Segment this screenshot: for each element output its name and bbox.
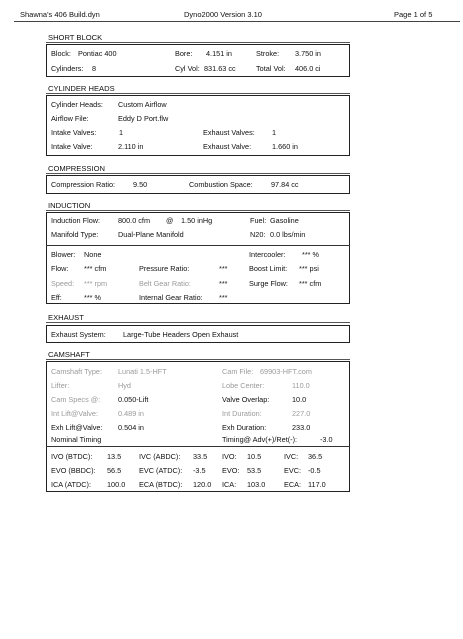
intake-valves-label: Intake Valves: xyxy=(51,128,97,137)
block-label: Block: xyxy=(51,49,71,58)
manifold-type-value: Dual-Plane Manifold xyxy=(118,230,184,239)
induction-rule xyxy=(46,210,350,211)
block-value: Pontiac 400 xyxy=(78,49,117,58)
ivo-btdc-value: 13.5 xyxy=(107,452,122,461)
internal-gear-ratio-value: *** xyxy=(219,293,228,302)
speed-label: Speed: xyxy=(51,279,75,288)
exh-duration-value: 233.0 xyxy=(292,423,311,432)
int-duration-value: 227.0 xyxy=(292,409,311,418)
lobe-center-label: Lobe Center: xyxy=(222,381,265,390)
evo-value: 53.5 xyxy=(247,466,262,475)
bore-value: 4.151 in xyxy=(206,49,232,58)
n2o-label: N20: xyxy=(250,230,266,239)
pressure-ratio-label: Pressure Ratio: xyxy=(139,264,190,273)
cam-file-label: Cam File: xyxy=(222,367,254,376)
exhaust-valves-value: 1 xyxy=(272,128,277,137)
valve-overlap-value: 10.0 xyxy=(292,395,307,404)
cam-specs-label: Cam Specs @: xyxy=(51,395,101,404)
fuel-label: Fuel: xyxy=(250,216,267,225)
cylinders-value: 8 xyxy=(92,64,97,73)
evo-bbdc-value: 56.5 xyxy=(107,466,122,475)
ivo-btdc-label: IVO (BTDC): xyxy=(51,452,93,461)
belt-gear-ratio-label: Belt Gear Ratio: xyxy=(139,279,191,288)
lobe-center-value: 110.0 xyxy=(292,381,310,390)
evc-label: EVC: xyxy=(284,466,302,475)
internal-gear-ratio-label: Internal Gear Ratio: xyxy=(139,293,203,302)
surge-flow-label: Surge Flow: xyxy=(249,279,288,288)
eca-btdc-value: 120.0 xyxy=(193,480,212,489)
surge-flow-value: *** cfm xyxy=(299,279,322,288)
ivc-abdc-label: IVC (ABDC): xyxy=(139,452,181,461)
eff-value: *** % xyxy=(84,293,102,302)
exh-duration-label: Exh Duration: xyxy=(222,423,267,432)
ivo-label: IVO: xyxy=(222,452,237,461)
at-sign: @ xyxy=(166,216,174,225)
ivc-value: 36.5 xyxy=(308,452,323,461)
ica-atdc-label: ICA (ATDC): xyxy=(51,480,91,489)
ivo-value: 10.5 xyxy=(247,452,262,461)
int-lift-label: Int Lift@Valve: xyxy=(51,409,99,418)
pressure-ratio-value: *** xyxy=(219,264,228,273)
compression-title: COMPRESSION xyxy=(48,164,105,173)
timing-adv-value: -3.0 xyxy=(320,435,333,444)
blower-flow-label: Flow: xyxy=(51,264,69,273)
exhaust-valves-label: Exhaust Valves: xyxy=(203,128,255,137)
intercooler-value: *** % xyxy=(302,250,320,259)
airflow-file-label: Airflow File: xyxy=(51,114,89,123)
camshaft-rule xyxy=(46,359,350,360)
intake-valves-value: 1 xyxy=(119,128,124,137)
evo-label: EVO: xyxy=(222,466,240,475)
compression-rule xyxy=(46,173,350,174)
ica-value: 103.0 xyxy=(247,480,266,489)
induction-pressure-value: 1.50 inHg xyxy=(181,216,213,225)
camshaft-type-value: Lunati 1.5-HFT xyxy=(118,367,167,376)
exhaust-title: EXHAUST xyxy=(48,313,84,322)
int-lift-value: 0.489 in xyxy=(118,409,144,418)
intake-valve-value: 2.110 in xyxy=(118,142,144,151)
heads-label: Cylinder Heads: xyxy=(51,100,103,109)
short-block-title: SHORT BLOCK xyxy=(48,33,103,42)
camshaft-type-label: Camshaft Type: xyxy=(51,367,102,376)
n2o-value: 0.0 lbs/min xyxy=(270,230,306,239)
compression-ratio-value: 9.50 xyxy=(133,180,148,189)
evc-atdc-label: EVC (ATDC): xyxy=(139,466,183,475)
cylinders-label: Cylinders: xyxy=(51,64,84,73)
ivc-abdc-value: 33.5 xyxy=(193,452,208,461)
int-duration-label: Int Duration: xyxy=(222,409,262,418)
evo-bbdc-label: EVO (BBDC): xyxy=(51,466,96,475)
cyl-vol-value: 831.63 cc xyxy=(204,64,236,73)
cylinder-heads-rule xyxy=(46,93,350,94)
ica-atdc-value: 100.0 xyxy=(107,480,126,489)
combustion-space-label: Combustion Space: xyxy=(189,180,253,189)
ica-label: ICA: xyxy=(222,480,237,489)
speed-value: *** rpm xyxy=(84,279,108,288)
exh-lift-value: 0.504 in xyxy=(118,423,144,432)
exh-lift-label: Exh Lift@Valve: xyxy=(51,423,103,432)
exhaust-rule xyxy=(46,322,350,323)
evc-value: -0.5 xyxy=(308,466,321,475)
nominal-timing-label: Nominal Timing xyxy=(51,435,102,444)
induction-separator xyxy=(46,245,350,246)
eca-label: ECA: xyxy=(284,480,302,489)
eca-btdc-label: ECA (BTDC): xyxy=(139,480,183,489)
cam-file-value: 69903-HFT.com xyxy=(260,367,312,376)
camshaft-separator xyxy=(46,446,350,447)
lifter-value: Hyd xyxy=(118,381,131,390)
blower-label: Blower: xyxy=(51,250,76,259)
induction-flow-label: Induction Flow: xyxy=(51,216,101,225)
ivc-label: IVC: xyxy=(284,452,299,461)
compression-ratio-label: Compression Ratio: xyxy=(51,180,116,189)
page-number: Page 1 of 5 xyxy=(394,10,433,19)
valve-overlap-label: Valve Overlap: xyxy=(222,395,270,404)
stroke-label: Stroke: xyxy=(256,49,280,58)
belt-gear-ratio-value: *** xyxy=(219,279,228,288)
cylinder-heads-title: CYLINDER HEADS xyxy=(48,84,115,93)
lifter-label: Lifter: xyxy=(51,381,70,390)
intake-valve-label: Intake Valve: xyxy=(51,142,93,151)
blower-flow-value: *** cfm xyxy=(84,264,107,273)
induction-title: INDUCTION xyxy=(48,201,91,210)
fuel-value: Gasoline xyxy=(270,216,299,225)
intercooler-label: Intercooler: xyxy=(249,250,286,259)
file-name: Shawna's 406 Build.dyn xyxy=(20,10,100,19)
total-vol-value: 406.0 ci xyxy=(295,64,321,73)
exhaust-system-value: Large-Tube Headers Open Exhaust xyxy=(123,330,239,339)
combustion-space-value: 97.84 cc xyxy=(271,180,299,189)
timing-adv-label: Timing@ Adv(+)/Ret(-): xyxy=(222,435,298,444)
manifold-type-label: Manifold Type: xyxy=(51,230,99,239)
eff-label: Eff: xyxy=(51,293,62,302)
cam-specs-value: 0.050-Lift xyxy=(118,395,149,404)
cyl-vol-label: Cyl Vol: xyxy=(175,64,200,73)
heads-value: Custom Airflow xyxy=(118,100,167,109)
bore-label: Bore: xyxy=(175,49,193,58)
blower-value: None xyxy=(84,250,102,259)
exhaust-valve-label: Exhaust Valve: xyxy=(203,142,252,151)
camshaft-title: CAMSHAFT xyxy=(48,350,90,359)
stroke-value: 3.750 in xyxy=(295,49,321,58)
app-version: Dyno2000 Version 3.10 xyxy=(184,10,262,19)
induction-flow-value: 800.0 cfm xyxy=(118,216,151,225)
airflow-file-value: Eddy D Port.flw xyxy=(118,114,169,123)
exhaust-valve-value: 1.660 in xyxy=(272,142,298,151)
total-vol-label: Total Vol: xyxy=(256,64,286,73)
short-block-rule xyxy=(46,42,350,43)
exhaust-system-label: Exhaust System: xyxy=(51,330,106,339)
header-divider xyxy=(14,21,460,22)
eca-value: 117.0 xyxy=(308,480,326,489)
boost-limit-label: Boost Limit: xyxy=(249,264,288,273)
evc-atdc-value: -3.5 xyxy=(193,466,206,475)
boost-limit-value: *** psi xyxy=(299,264,319,273)
